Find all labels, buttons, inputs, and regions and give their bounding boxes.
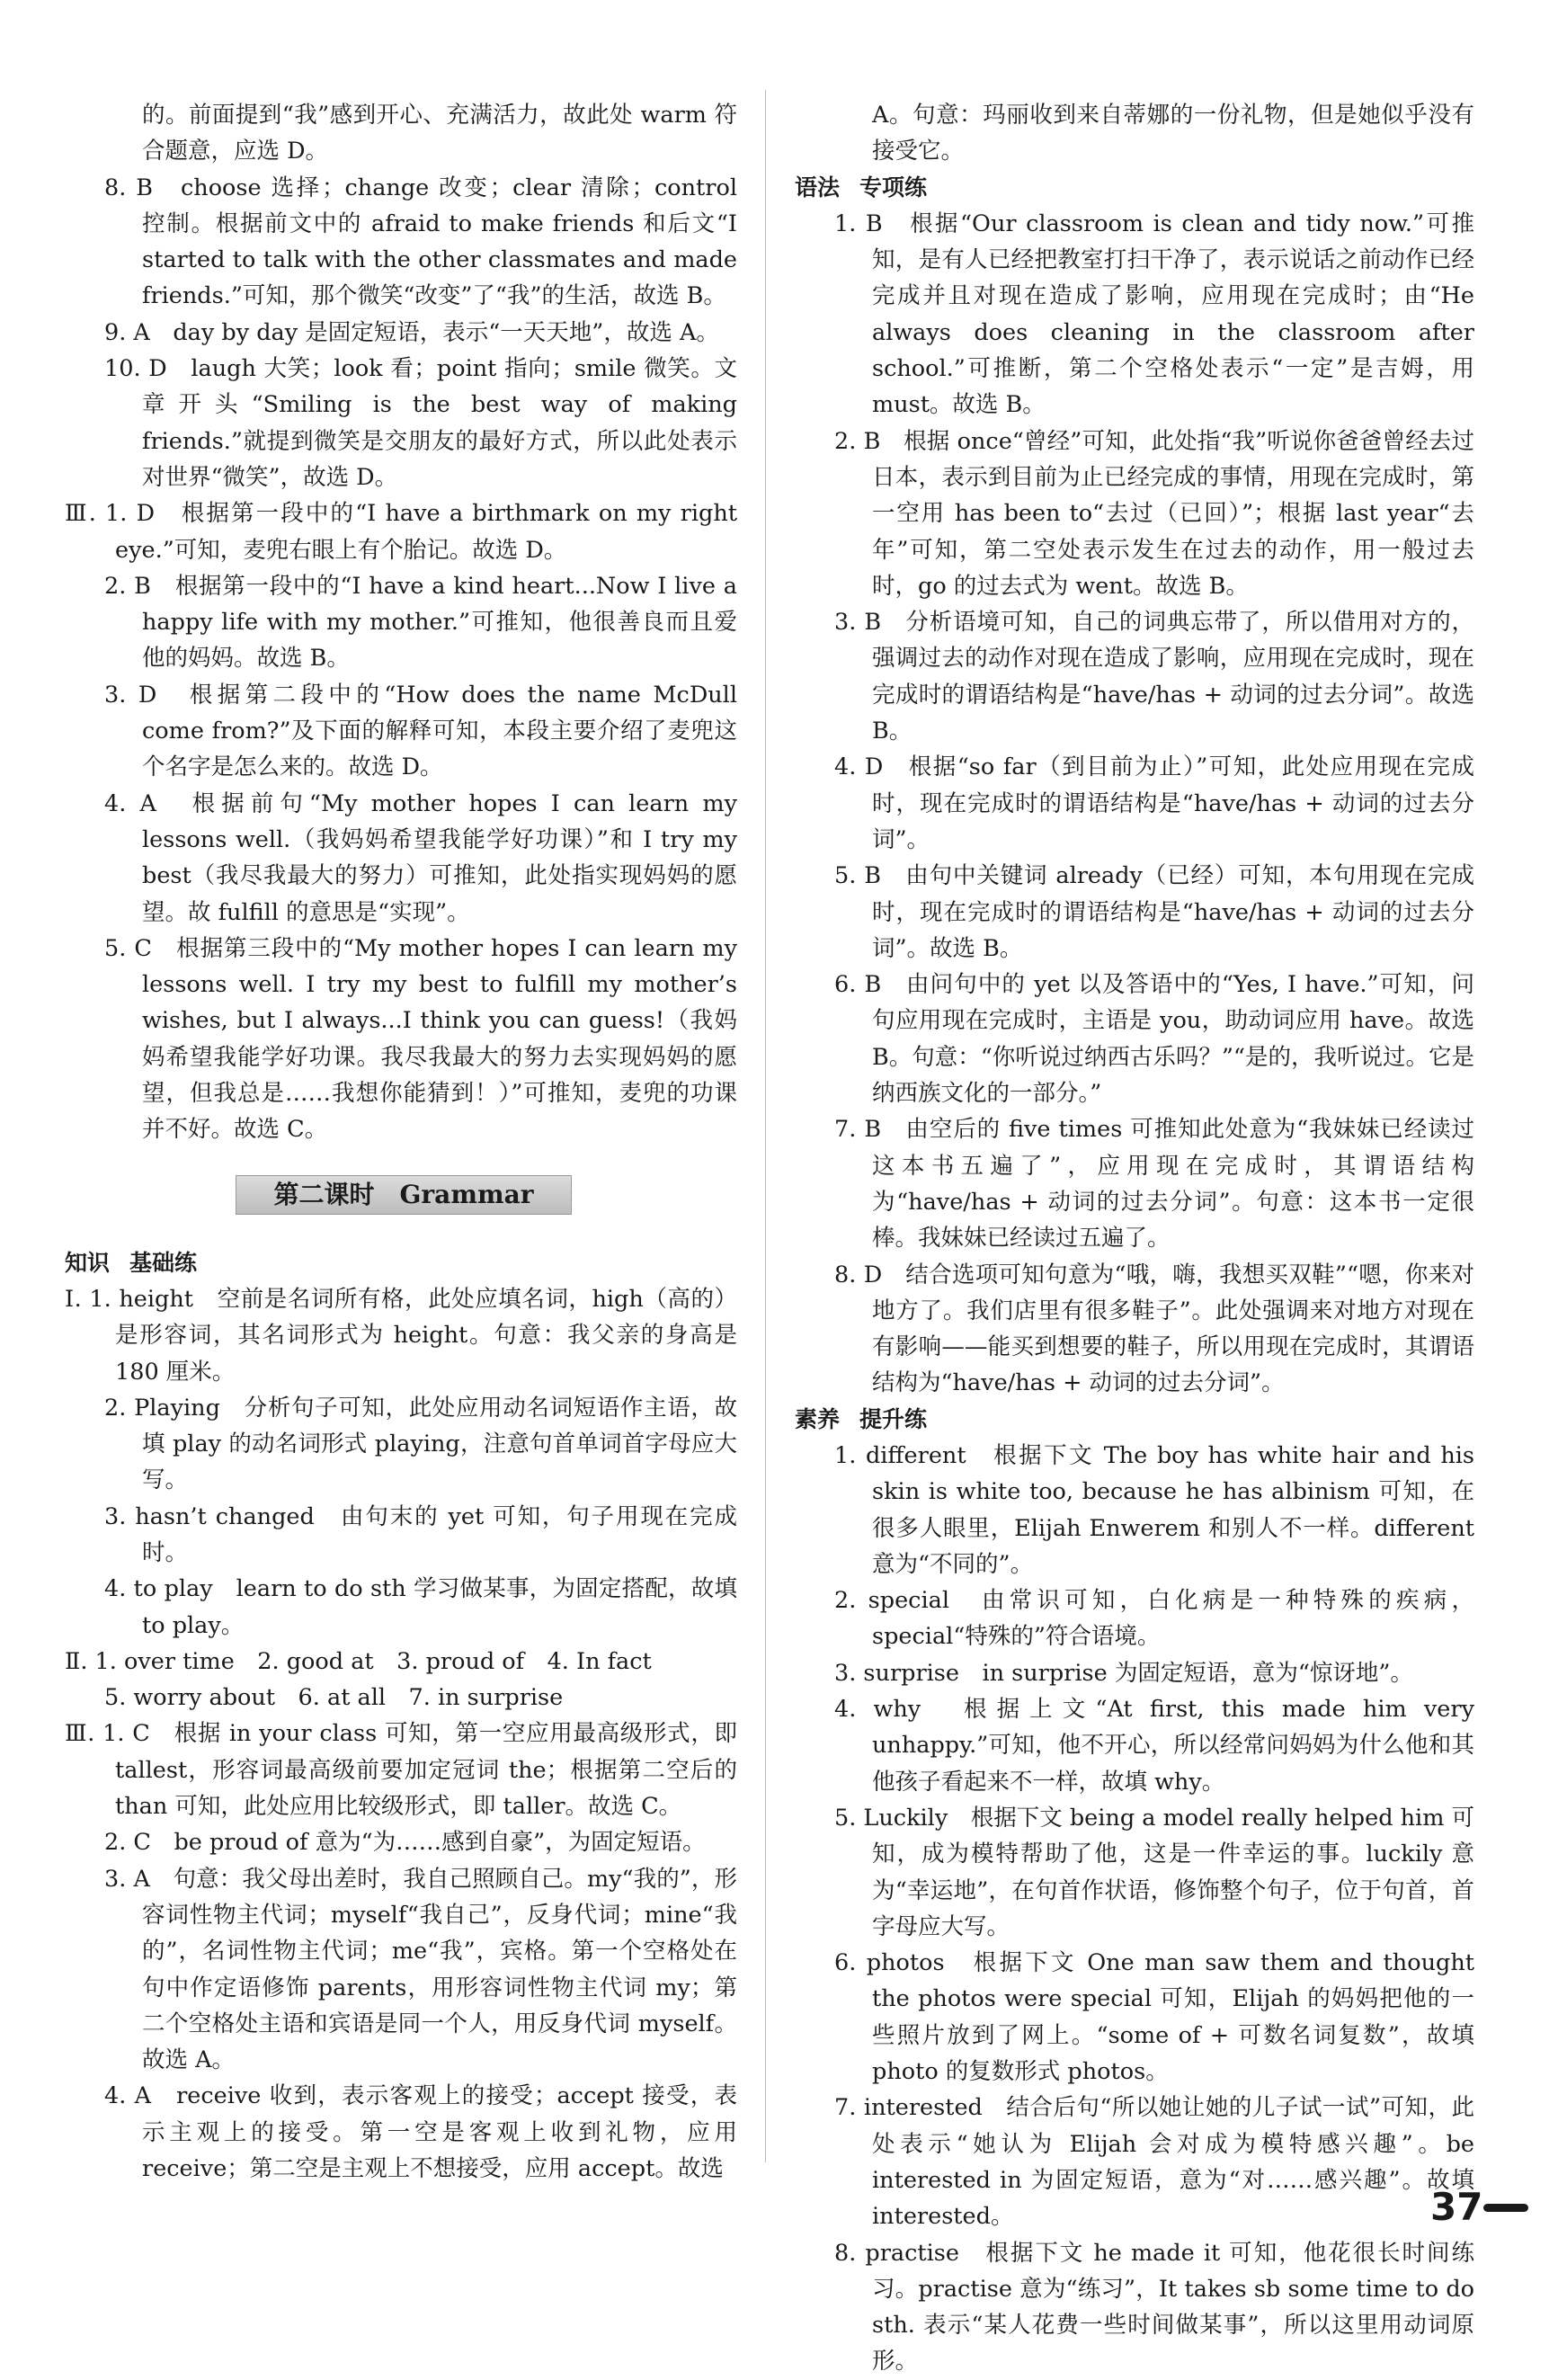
answer-paragraph: Ⅲ. 1. C 根据 in your class 可知，第一空应用最高级形式，即 tallest，形容词最高级前要加定冠词 the；根据第二空后的 than 可知，此处应用比较级形式，即 taller。故选 C。 <box>65 1720 737 1821</box>
left-answers-part2 <box>65 1281 737 2187</box>
page-number-bar <box>1483 2204 1528 2212</box>
answer-paragraph: 5. C 根据第三段中的“My mother hopes I can learn my lessons well. I try my best to fulfill my mother’s wishes, but I always...I think you can guess!（我妈妈希望我能学好功课。我尽我最大的努力去实现妈妈的愿望，但我总是……我想你能猜到！）”可推知，麦兜的功课并不好。故选 C。 <box>104 934 737 1144</box>
answer-paragraph: 7. B 由空后的 five times 可推知此处意为“我妹妹已经读过这本书五遍了”，应用现在完成时，其谓语结构为“have/has + 动词的过去分词”。句意：这本书一定很棒。我妹妹已经读过五遍了。 <box>834 1116 1474 1252</box>
answer-paragraph: 1. different 根据下文 The boy has white hair and his skin is white too, because he has albinism 可知，在很多人眼里，Elijah Enwerem 和别人不一样。different 意为“不同的”。 <box>834 1441 1474 1578</box>
answer-paragraph: 8. D 结合选项可知句意为“哦，嗨，我想买双鞋”“嗯，你来对地方了。我们店里有很多鞋子”。此处强调来对地方对现在有影响——能买到想要的鞋子，所以用现在完成时，其谓语结构为“have/has + 动词的过去分词”。 <box>834 1261 1474 1397</box>
answer-paragraph: 3. D 根据第二段中的“How does the name McDull come from?”及下面的解释可知，本段主要介绍了麦兜这个名字是怎么来的。故选 D。 <box>104 681 737 781</box>
answer-paragraph: 5. worry about 6. at all 7. in surprise <box>104 1684 564 1712</box>
answer-paragraph: 2. special 由常识可知，白化病是一种特殊的疾病，special“特殊的”符合语境。 <box>834 1587 1474 1651</box>
answer-paragraph: 5. B 由句中关键词 already（已经）可知，本句用现在完成时，现在完成时的谓语结构是“have/has + 动词的过去分词”。故选 B。 <box>834 862 1474 962</box>
answer-paragraph: 3. B 分析语境可知，自己的词典忘带了，所以借用对方的，强调过去的动作对现在造成了影响，应用现在完成时，现在完成时的谓语结构是“have/has + 动词的过去分词”。故选 B。 <box>834 609 1474 745</box>
left-answers-part1 <box>65 97 737 1148</box>
answer-paragraph: 7. interested 结合后句“所以她让她的儿子试一试”可知，此处表示“她认为 Elijah 会对成为模特感兴趣”。be interested in 为固定短语，意为“对……感兴趣”。故填 interested。 <box>834 2094 1474 2231</box>
section-knowledge-heading <box>65 1245 737 1281</box>
answer-paragraph: Ⅰ. 1. height 空前是名词所有格，此处应填名词，high（高的）是形容词，其名词形式为 height。句意：我父亲的身高是 180 厘米。 <box>65 1285 737 1386</box>
answer-paragraph: 5. Luckily 根据下文 being a model really helped him 可知，成为模特帮助了他，这是一件幸运的事。luckily 意为“幸运地”，在句首作状语，修饰整个句子，位于句首，首字母应大写。 <box>834 1804 1474 1940</box>
answer-paragraph: 10. D laugh 大笑；look 看；point 指向；smile 微笑。文章开头“Smiling is the best way of making friends.”就提到微笑是交朋友的最好方式，所以此处表示对世界“微笑”，故选 D。 <box>104 355 737 491</box>
answer-paragraph: 4. D 根据“so far（到目前为止）”可知，此处应用现在完成时，现在完成时的谓语结构是“have/has + 动词的过去分词”。 <box>834 753 1474 853</box>
answer-paragraph: 3. hasn’t changed 由句末的 yet 可知，句子用现在完成时。 <box>104 1502 737 1566</box>
answer-paragraph: 2. B 根据 once“曾经”可知，此处指“我”听说你爸爸曾经去过日本，表示到目前为止已经完成的事情，用现在完成时，第一空用 has been to“去过（已回）”；根据 last year“去年”可知，第二空处表示发生在过去的动作，用一般过去时，go 的过去式为 went。故选 B。 <box>834 427 1474 600</box>
right-column <box>795 97 1474 2380</box>
right-answers-part1 <box>795 97 1474 170</box>
answer-paragraph: A。句意：玛丽收到来自蒂娜的一份礼物，但是她似乎没有接受它。 <box>872 102 1474 165</box>
section-grammar-sub: 专项练 <box>859 174 928 201</box>
answer-paragraph: 2. C be proud of 意为“为……感到自豪”，为固定短语。 <box>104 1829 706 1857</box>
right-answers-part2 <box>795 206 1474 1402</box>
left-column <box>65 97 737 2187</box>
answer-paragraph: 2. Playing 分析句子可知，此处应用动名词短语作主语，故填 play 的动名词形式 playing，注意句首单词首字母应大写。 <box>104 1394 737 1494</box>
column-divider <box>765 90 766 2162</box>
answer-paragraph: 4. to play learn to do sth 学习做某事，为固定搭配，故填 to play。 <box>104 1575 737 1639</box>
answer-paragraph: 8. practise 根据下文 he made it 可知，他花很长时间练习。practise 意为“练习”，It takes sb some time to do sth. 表示“某人花费一些时间做某事”，所以这里用动词原形。 <box>834 2239 1474 2376</box>
answer-paragraph: 8. B choose 选择；change 改变；clear 清除；control 控制。根据前文中的 afraid to make friends 和后文“I started to talk with the other classmates and made friends.”可知，那个微笑“改变”了“我”的生活，故选 B。 <box>104 174 737 310</box>
answer-paragraph: 3. A 句意：我父母出差时，我自己照顾自己。my“我的”，形容词性物主代词；myself“我自己”，反身代词；mine“我的”，名词性物主代词；me“我”，宾格。第一个空格处在句中作定语修饰 parents，用形容词性物主代词 my；第二个空格处主语和宾语是同一个人，用反身代词 myself。故选 A。 <box>104 1865 737 2074</box>
section-literacy-label: 素养 <box>795 1405 841 1432</box>
section-grammar-label: 语法 <box>795 174 841 201</box>
answer-paragraph: 2. B 根据第一段中的“I have a kind heart...Now I live a happy life with my mother.”可推知，他很善良而且爱他的妈妈。故选 B。 <box>104 572 737 673</box>
right-answers-part3 <box>795 1438 1474 2380</box>
answer-paragraph: Ⅱ. 1. over time 2. good at 3. proud of 4. In fact <box>65 1647 652 1675</box>
answer-paragraph: 4. A 根据前句“My mother hopes I can learn my lessons well.（我妈妈希望我能学好功课）”和 I try my best（我尽我最大的努力）可推知，此处指实现妈妈的愿望。故 fulfill 的意思是“实现”。 <box>104 789 737 926</box>
answer-paragraph: 3. surprise in surprise 为固定短语，意为“惊讶地”。 <box>834 1659 1413 1687</box>
answer-paragraph: 9. A day by day 是固定短语，表示“一天天地”，故选 A。 <box>104 318 719 346</box>
section-literacy-sub: 提升练 <box>859 1405 928 1432</box>
answer-paragraph: 6. B 由问句中的 yet 以及答语中的“Yes, I have.”可知，问句应用现在完成时，主语是 you，助动词应用 have。故选 B。句意：“你听说过纳西古乐吗？”“是的，我听说过。它是纳西族文化的一部分。” <box>834 971 1474 1108</box>
section-knowledge-label: 知识 <box>65 1249 111 1276</box>
lesson-banner-wrap <box>65 1148 737 1245</box>
section-knowledge-sub: 基础练 <box>129 1249 198 1276</box>
answer-paragraph: 的。前面提到“我”感到开心、充满活力，故此处 warm 符合题意，应选 D。 <box>142 102 737 165</box>
lesson-banner: 第二课时 Grammar <box>236 1175 572 1215</box>
answer-paragraph: 4. A receive 收到，表示客观上的接受；accept 接受，表示主观上的接受。第一空是客观上收到礼物，应用 receive；第二空是主观上不想接受，应用 accept。故选 <box>104 2082 737 2183</box>
answer-paragraph: Ⅲ. 1. D 根据第一段中的“I have a birthmark on my right eye.”可知，麦兜右眼上有个胎记。故选 D。 <box>65 500 737 564</box>
answer-paragraph: 6. photos 根据下文 One man saw them and thought the photos were special 可知，Elijah 的妈妈把他的一些照片放到了网上。“some of + 可数名词复数”，故填 photo 的复数形式 photos。 <box>834 1949 1474 2086</box>
answer-paragraph: 4. why 根据上文“At first, this made him very unhappy.”可知，他不开心，所以经常问妈妈为什么他和其他孩子看起来不一样，故填 why。 <box>834 1696 1474 1796</box>
page-number: 37 <box>1430 2185 1483 2229</box>
answer-paragraph: 1. B 根据“Our classroom is clean and tidy now.”可推知，是有人已经把教室打扫干净了，表示说话之前动作已经完成并且对现在造成了影响，应用现在完成时；由“He always does cleaning in the classroom after school.”可推断，第二个空格处表示“一定”是吉姆，用 must。故选 B。 <box>834 209 1474 419</box>
section-grammar-heading <box>795 170 1474 206</box>
section-literacy-heading <box>795 1402 1474 1438</box>
